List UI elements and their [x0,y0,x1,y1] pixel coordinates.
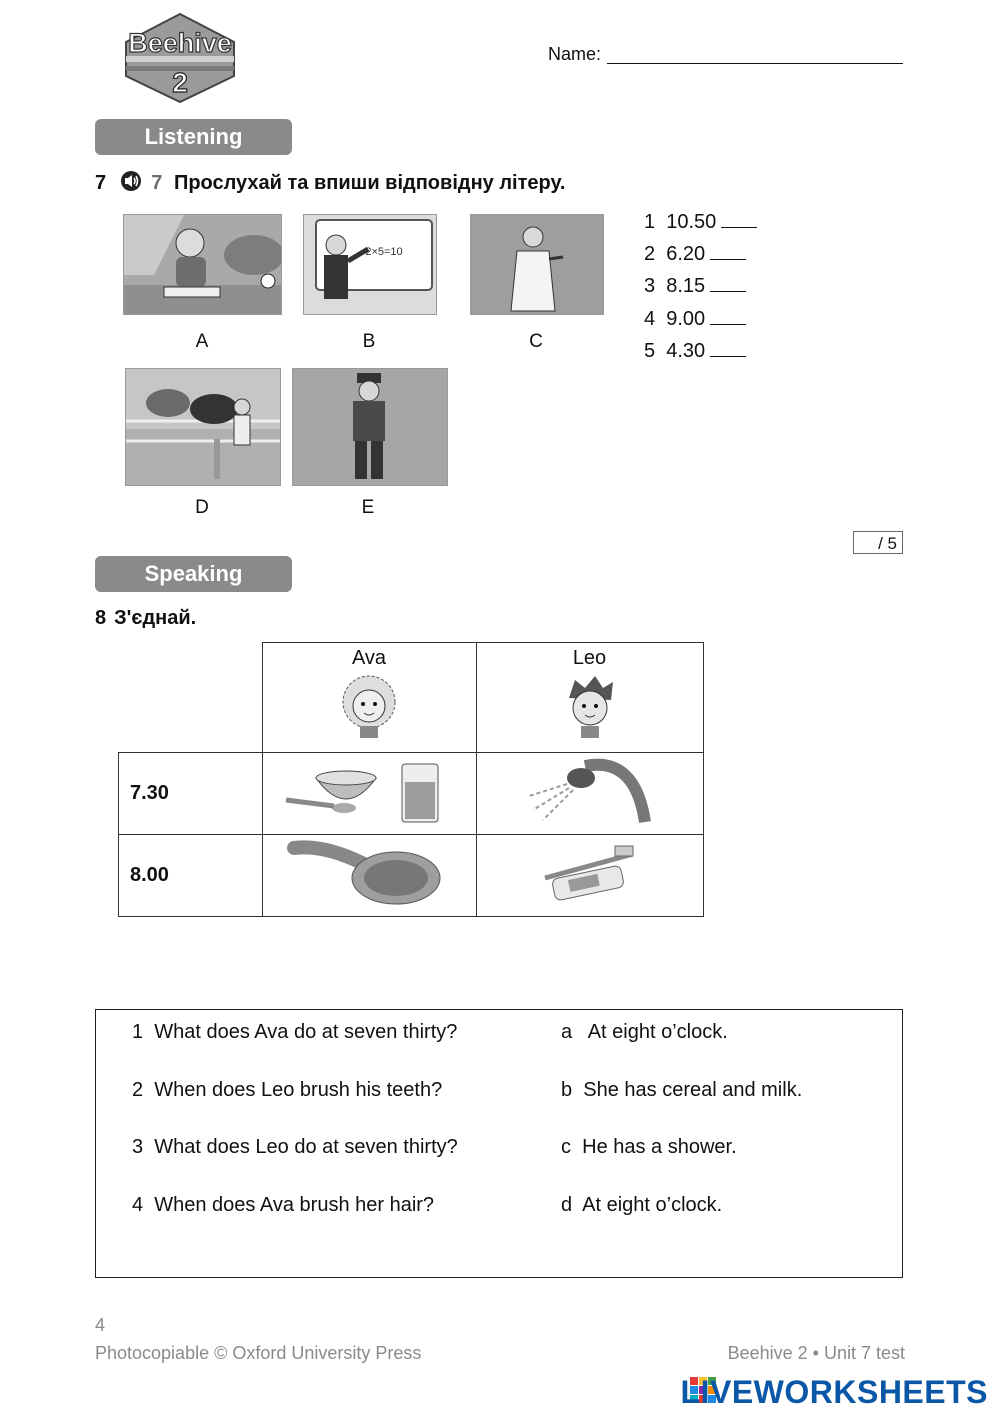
answer-text: She has cereal and milk. [583,1079,803,1101]
label-a: A [195,331,209,352]
task-8-heading [95,607,196,630]
answer-letter: c [561,1136,571,1158]
question-2 [132,1079,442,1102]
listening-section-title: Listening [95,119,292,155]
answer-blank[interactable] [710,307,746,325]
question-1 [132,1021,457,1044]
label-b: B [362,331,376,352]
time-item-number: 4 [644,307,656,330]
toothbrush-toothpaste-icon [515,838,665,908]
question-text: When does Ava brush her hair? [154,1194,435,1216]
task-7-number: 7 [95,172,107,194]
answer-blank[interactable] [721,210,757,228]
label-c: C [529,331,543,352]
ava-avatar [324,670,414,740]
task-8-instruction: З'єднай. [114,607,197,629]
task-8-number: 8 [95,607,107,629]
answer-letter: d [561,1194,573,1216]
times-list [644,206,757,367]
cereal-and-milk-icon [284,756,454,826]
picture-b-teacher [303,214,437,315]
question-text: When does Leo brush his teeth? [154,1079,443,1101]
time-item-5 [644,335,757,367]
leo-avatar [545,670,635,740]
empty-corner-cell [119,643,263,753]
ava-name: Ava [351,647,387,669]
picture-a-boy-homework [123,214,282,315]
speaking-section-title: Speaking [95,556,292,592]
unit-label: Beehive 2 • Unit 7 test [727,1343,905,1363]
time-value: 6.20 [666,243,706,266]
answer-c[interactable] [561,1136,737,1159]
question-number: 3 [132,1136,144,1158]
time-item-number: 1 [644,211,656,233]
task-7-heading [95,170,565,198]
time-item-1 [644,206,757,238]
label-e: E [361,497,375,518]
time-item-4 [644,303,757,335]
shower-icon [515,756,665,826]
picture-e-policeman [292,368,448,486]
copyright-text: Photocopiable © Oxford University Press [95,1343,422,1363]
toothbrush-cell [476,835,703,917]
name-label: Name: [548,44,602,64]
picture-c-scientist [470,214,604,315]
page-number: 4 [95,1315,106,1335]
question-3 [132,1136,458,1159]
name-input-line[interactable] [607,63,903,64]
logo-level-text: 2 [172,67,188,98]
answer-text: He has a shower. [582,1136,737,1158]
score-box: / 5 [853,531,903,554]
time-item-number: 2 [644,243,656,266]
picture-d-farmer [125,368,281,486]
time-item-number: 3 [644,275,656,298]
logo-brand-text: Beehive [128,28,232,58]
question-text: What does Ava do at seven thirty? [154,1021,458,1043]
answer-letter: a [561,1021,573,1043]
leo-name: Leo [572,647,607,669]
answer-text: At eight o’clock. [582,1194,723,1216]
label-d: D [195,497,209,518]
track-number: 7 [151,172,163,194]
question-text: What does Leo do at seven thirty? [154,1136,458,1158]
answer-blank[interactable] [710,339,746,357]
hairbrush-icon [284,838,454,908]
answer-text: At eight o’clock. [587,1021,728,1043]
answer-a[interactable] [561,1021,728,1044]
hairbrush-cell [262,835,476,917]
time-value: 10.50 [666,211,717,233]
time-item-3 [644,270,757,302]
time-row-2: 8.00 [119,835,263,917]
audio-icon[interactable] [120,170,142,198]
question-4 [132,1194,434,1217]
board-text: 2×5=10 [365,246,403,258]
answer-d[interactable] [561,1194,722,1217]
time-value: 4.30 [666,339,706,362]
task-7-instruction: Прослухай та впиши відповідну літеру. [173,172,566,194]
time-row-1: 7.30 [119,753,263,835]
question-number: 1 [132,1021,144,1043]
question-number: 2 [132,1079,144,1101]
time-item-number: 5 [644,339,656,362]
answer-blank[interactable] [710,274,746,292]
time-value: 8.15 [666,275,706,298]
answer-blank[interactable] [710,242,746,260]
shower-cell [476,753,703,835]
liveworksheets-watermark: LIVEWORKSHEETS [680,1374,988,1410]
cereal-milk-cell [262,753,476,835]
routine-table [118,642,704,917]
time-value: 9.00 [666,307,706,330]
leo-column-header [476,643,703,753]
beehive-logo [112,12,248,104]
answer-letter: b [561,1079,573,1101]
question-number: 4 [132,1194,144,1216]
ava-column-header [262,643,476,753]
answer-b[interactable] [561,1079,802,1102]
time-item-2 [644,238,757,270]
